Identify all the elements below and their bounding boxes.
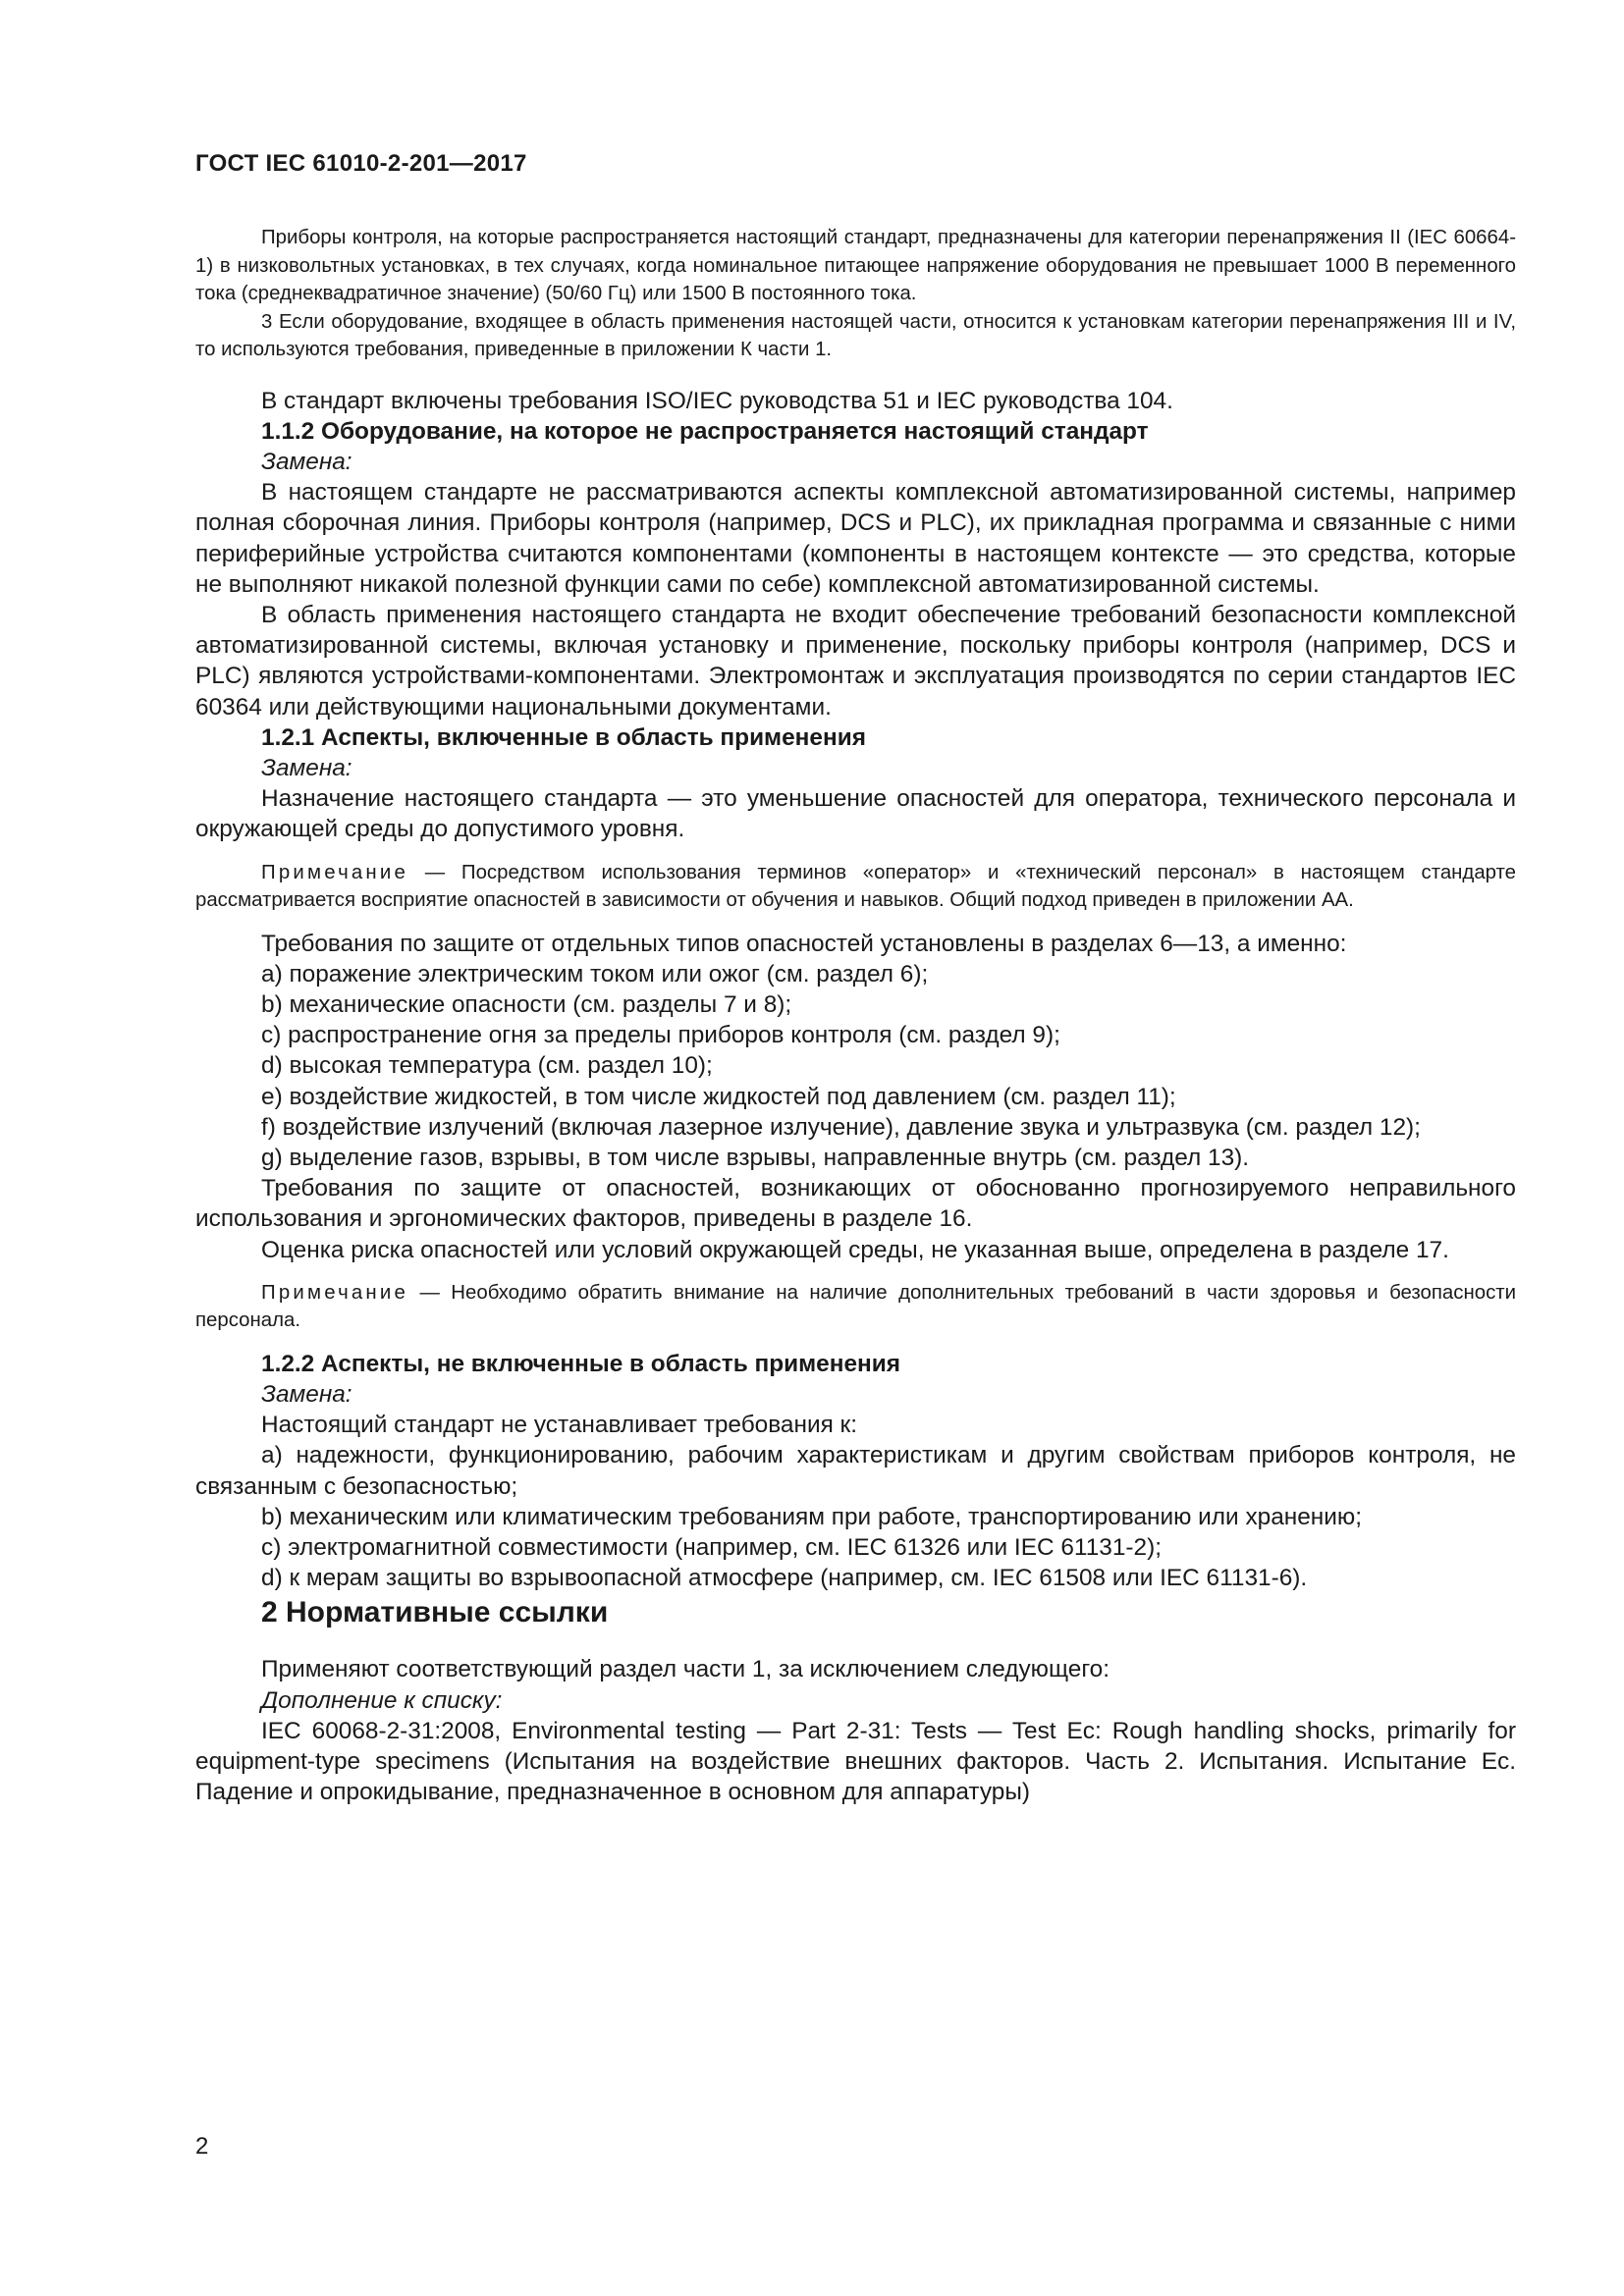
hazards-list-intro: Требования по защите от отдельных типов опасностей установлены в разделах 6—13, а именно:: [261, 930, 1347, 957]
paragraph-1-2-1-a: Назначение настоящего стандарта — это уменьшение опасностей для оператора, технического персонала и окружающей среды до допустимого уровня.: [195, 785, 1516, 843]
section-heading-1-2-2: 1.2.2 Аспекты, не включенные в область применения: [261, 1350, 900, 1377]
note-2-paragraph: [195, 1279, 1516, 1335]
replacement-label-1-2-2: Замена:: [261, 1380, 352, 1408]
paragraph-1-2-1-c: Оценка риска опасностей или условий окружающей среды, не указанная выше, определена в разделе 17.: [261, 1236, 1449, 1263]
note-1-text: — Посредством использования терминов «оператор» и «технический персонал» в настоящем стандарте рассматривается восприятие опасностей в зависимости от обучения и навыков. Общий подход приведен в приложении АА.: [195, 861, 1516, 912]
section-heading-1-2-1: 1.2.1 Аспекты, включенные в область применения: [261, 723, 866, 751]
note-2-text: — Необходимо обратить внимание на наличие дополнительных требований в части здоровья и безопасности персонала.: [195, 1281, 1516, 1332]
replacement-label-1-1-2: Замена:: [261, 448, 352, 475]
note-1-paragraph: [195, 859, 1516, 915]
replacement-label-1-2-1: Замена:: [261, 754, 352, 781]
exclusions-intro: Настоящий стандарт не устанавливает требования к:: [261, 1412, 858, 1439]
intro-paragraph-1: Приборы контроля, на которые распространяется настоящий стандарт, предназначены для категории перенапряжения II (IEC 60664-1) в низковольтных установках, в тех случаях, когда номинальное питающее напряжение оборудования не превышает 1000 В переменного тока (среднеквадратичное значение) (50/60 Гц) или 1500 В постоянного тока.: [195, 227, 1516, 304]
section-heading-2: 2 Нормативные ссылки: [261, 1596, 609, 1629]
note-2-label: Примечание: [261, 1281, 409, 1304]
normative-intro: Применяют соответствующий раздел части 1, за исключением следующего:: [261, 1656, 1110, 1683]
section-heading-1-1-2: 1.1.2 Оборудование, на которое не распространяется настоящий стандарт: [261, 417, 1149, 445]
page-number: 2: [195, 2133, 209, 2160]
note-3-paragraph: 3 Если оборудование, входящее в область применения настоящей части, относится к установкам категории перенапряжения III и IV, то используются требования, приведенные в приложении К части 1.: [195, 310, 1516, 360]
addition-label: Дополнение к списку:: [261, 1686, 503, 1714]
paragraph-1-1-2-b: В область применения настоящего стандарта не входит обеспечение требований безопасности комплексной автоматизированной системы, включая установку и применение, поскольку приборы контроля (например, DCS и PLC) являются устройствами-компонентами. Электромонтаж и эксплуатация производятся по серии стандартов IEC 60364 или действующими национальными документами.: [195, 601, 1516, 721]
hazard-item-e: e) воздействие жидкостей, в том числе жидкостей под давлением (см. раздел 11);: [261, 1083, 1176, 1110]
hazard-item-c: c) распространение огня за пределы приборов контроля (см. раздел 9);: [261, 1022, 1060, 1049]
hazard-item-b: b) механические опасности (см. разделы 7 и 8);: [261, 990, 792, 1018]
paragraph-1-1-2-a: В настоящем стандарте не рассматриваются аспекты комплексной автоматизированной системы, например полная сборочная линия. Приборы контроля (например, DCS и PLC), их прикладная программа и связанные с ними периферийные устройства считаются компонентами (компоненты в настоящем контексте — это средства, которые не выполняют никакой полезной функции сами по себе) комплексной автоматизированной системы.: [195, 479, 1516, 598]
hazard-item-f: f) воздействие излучений (включая лазерное излучение), давление звука и ультразвука (см. раздел 12);: [261, 1113, 1421, 1141]
scope-lead-paragraph: В стандарт включены требования ISO/IEC руководства 51 и IEC руководства 104.: [261, 387, 1173, 414]
hazard-item-g: g) выделение газов, взрывы, в том числе взрывы, направленные внутрь (см. раздел 13).: [261, 1144, 1250, 1171]
note-1-label: Примечание: [261, 861, 409, 883]
paragraph-1-2-1-b: Требования по защите от опасностей, возникающих от обоснованно прогнозируемого неправильного использования и эргономических факторов, приведены в разделе 16.: [195, 1175, 1516, 1233]
document-header: ГОСТ IEC 61010-2-201—2017: [195, 150, 527, 177]
normative-reference-1: IEC 60068-2-31:2008, Environmental testing — Part 2-31: Tests — Test Ec: Rough handling shocks, primarily for equipment-type specimens (Испытания на воздействие внешних факторов. Часть 2. Испытания. Испытание Ec. Падение и опрокидывание, предназначенное в основном для аппаратуры): [195, 1717, 1516, 1806]
exclusion-item-c: c) электромагнитной совместимости (например, см. IEC 61326 или IEC 61131-2);: [261, 1534, 1162, 1561]
hazard-item-a: a) поражение электрическим током или ожог (см. раздел 6);: [261, 960, 929, 988]
exclusion-item-a: a) надежности, функционированию, рабочим характеристикам и другим свойствам приборов контроля, не связанным с безопасностью;: [195, 1442, 1516, 1500]
page-content: [195, 224, 1516, 1807]
exclusion-item-b: b) механическим или климатическим требованиям при работе, транспортированию или хранению;: [261, 1503, 1362, 1530]
hazard-item-d: d) высокая температура (см. раздел 10);: [261, 1052, 713, 1080]
exclusion-item-d: d) к мерам защиты во взрывоопасной атмосфере (например, см. IEC 61508 или IEC 61131-6).: [261, 1565, 1308, 1592]
